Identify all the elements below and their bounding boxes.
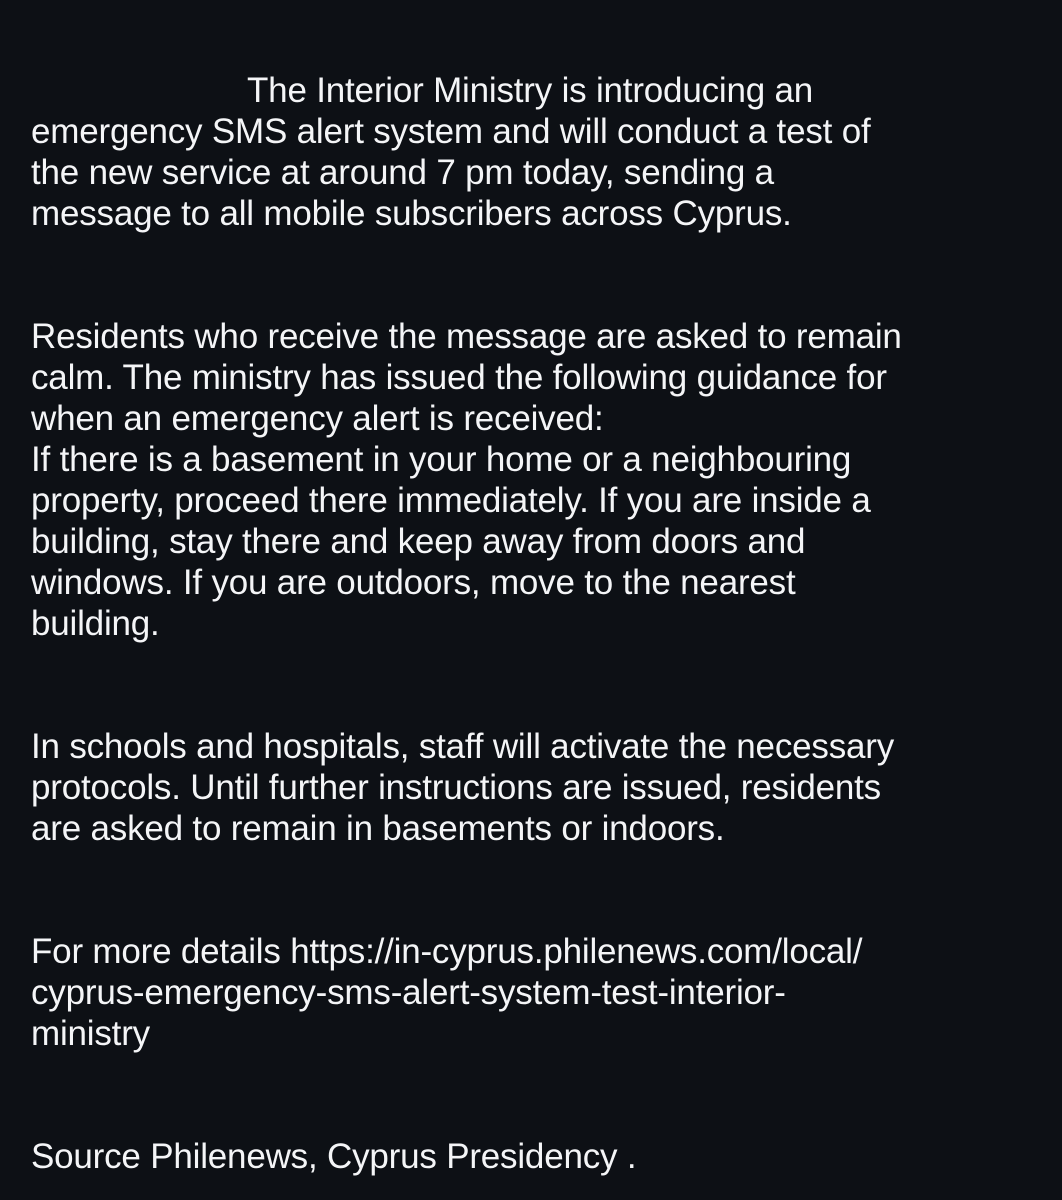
paragraph-1-line-4: message to all mobile subscribers across Cyprus. [31,194,792,233]
paragraph-2-line-1: Residents who receive the message are asked to remain [31,317,902,356]
details-link[interactable]: https://in-cyprus.philenews.com/local/ [290,932,863,971]
paragraph-2-line-3: when an emergency alert is received: [31,399,604,438]
paragraph-3-line-2: protocols. Until further instructions are issued, residents [31,768,881,807]
paragraph-gap [31,849,1041,931]
source-line: Source Philenews, Cyprus Presidency . [31,1137,637,1176]
paragraph-3-line-3: are asked to remain in basements or indoors. [31,809,725,848]
paragraph-2-line-2: calm. The ministry has issued the following guidance for [31,358,887,397]
details-line-1 [31,931,1041,972]
paragraph-1-line-2: emergency SMS alert system and will conduct a test of [31,112,871,151]
paragraph-3-line-1: In schools and hospitals, staff will activate the necessary [31,727,895,766]
details-link-line-2[interactable]: cyprus-emergency-sms-alert-system-test-interior- [31,973,786,1012]
paragraph-2-line-7: windows. If you are outdoors, move to the nearest [31,563,796,602]
note-text-body [31,70,1041,1177]
paragraph-gap [31,1054,1041,1136]
paragraph-2-line-4: If there is a basement in your home or a neighbouring [31,440,852,479]
paragraph-2-line-8: building. [31,604,160,643]
details-link-line-3[interactable]: ministry [31,1014,150,1053]
paragraph-2-line-6: building, stay there and keep away from doors and [31,522,806,561]
paragraph-1-line-3: the new service at around 7 pm today, sending a [31,153,774,192]
paragraph-gap [31,234,1041,316]
paragraph-2-line-5: property, proceed there immediately. If you are inside a [31,481,871,520]
paragraph-1-line-1: The Interior Ministry is introducing an [247,71,814,110]
details-prefix: For more details [31,932,291,971]
paragraph-gap [31,644,1041,726]
